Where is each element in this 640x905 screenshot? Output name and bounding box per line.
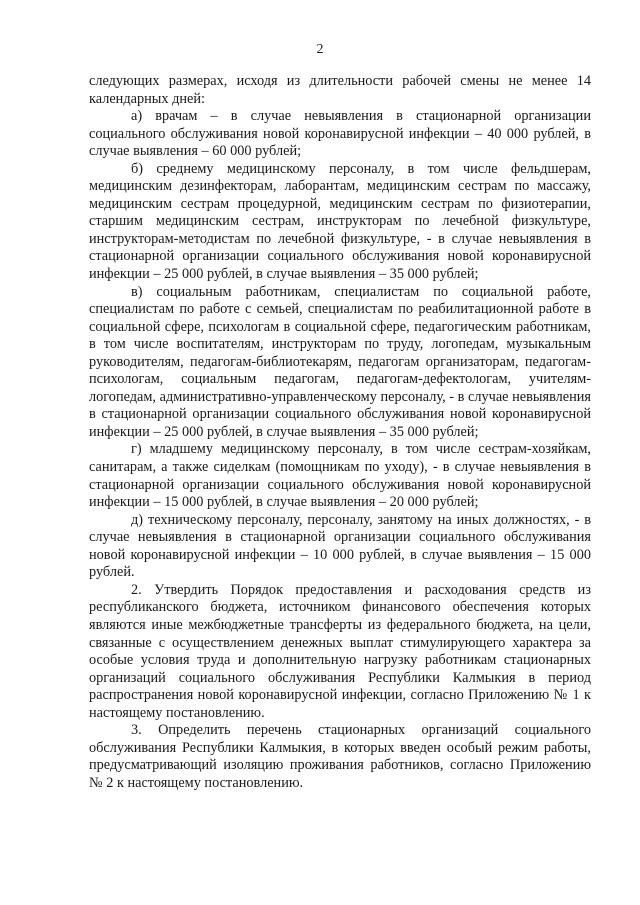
paragraph-continuation: следующих размерах, исходя из длительности рабочей смены не менее 14 календарных дней:: [89, 73, 591, 107]
paragraph-clause-2: 2. Утвердить Порядок предоставления и расходования средств из республиканского бюджета, источником финансового обеспечения которых являются иные межбюджетные трансферты из федерального бюджета, на цели, связанные с осуществлением денежных выплат стимулирующего характера за особые условия труда и дополнительную нагрузку работникам стационарных организаций социального обслуживания Республики Калмыкия в период распространения новой коронавирусной инфекции, согласно Приложению № 1 к настоящему постановлению.: [89, 581, 591, 721]
paragraph-item-a: а) врачам – в случае невыявления в стационарной организации социального обслуживания новой коронавирусной инфекции – 40 000 рублей, в случае выявления – 60 000 рублей;: [89, 108, 591, 160]
document-body: [89, 73, 591, 792]
page-number: 2: [316, 42, 324, 57]
paragraph-item-v: в) социальным работникам, специалистам по социальной работе, специалистам по работе с семьей, специалистам по реабилитационной работе в социальной сфере, психологам в социальной сфере, педагогическим работникам, в том числе воспитателям, инструкторам по труду, логопедам, музыкальным руководителям, педагогам-библиотекарям, педагогам организаторам, педагогам-психологам, социальным педагогам, педагогам-дефектологам, учителям-логопедам, административно-управленческому персоналу, - в случае невыявления в стационарной организации социального обслуживания новой коронавирусной инфекции – 25 000 рублей, в случае выявления – 35 000 рублей;: [89, 283, 591, 440]
paragraph-clause-3: 3. Определить перечень стационарных организаций социального обслуживания Республики Калмыкия, в которых введен особый режим работы, предусматривающий изоляцию проживания работников, согласно Приложению № 2 к настоящему постановлению.: [89, 722, 591, 791]
paragraph-item-g: г) младшему медицинскому персоналу, в том числе сестрам-хозяйкам, санитарам, а также сиделкам (помощникам по уходу), - в случае невыявления в стационарной организации социального обслуживания новой коронавирусной инфекции – 15 000 рублей, в случае выявления – 20 000 рублей;: [89, 441, 591, 511]
paragraph-item-b: б) среднему медицинскому персоналу, в том числе фельдшерам, медицинским дезинфекторам, лаборантам, медицинским сестрам по массажу, медицинским сестрам процедурной, медицинским сестрам по физиотерапии, старшим медицинским сестрам, инструкторам по лечебной физкультуре, инструкторам-методистам по лечебной физкультуре, - в случае невыявления в стационарной организации социального обслуживания новой коронавирусной инфекции – 25 000 рублей, в случае выявления – 35 000 рублей;: [89, 160, 591, 283]
paragraph-item-d: д) техническому персоналу, персоналу, занятому на иных должностях, - в случае невыявления в стационарной организации социального обслуживания новой коронавирусной инфекции – 10 000 рублей, в случае выявления – 15 000 рублей.: [89, 511, 591, 581]
